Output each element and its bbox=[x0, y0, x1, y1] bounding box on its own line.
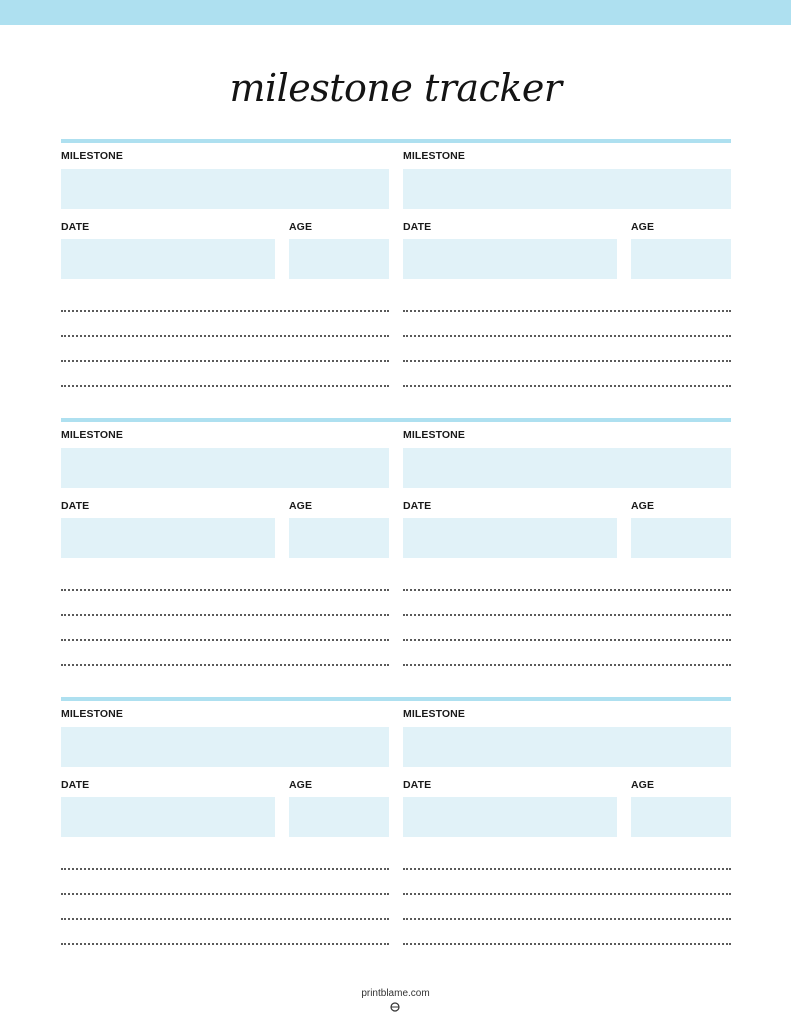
notes-line[interactable] bbox=[61, 893, 389, 895]
notes-line[interactable] bbox=[403, 664, 731, 666]
notes-line[interactable] bbox=[61, 918, 389, 920]
milestone-entry bbox=[61, 139, 389, 395]
notes-line[interactable] bbox=[403, 639, 731, 641]
milestone-entry bbox=[403, 697, 731, 953]
date-label: DATE bbox=[61, 221, 90, 233]
milestone-section bbox=[61, 697, 731, 953]
milestone-section bbox=[61, 139, 731, 395]
milestone-label: MILESTONE bbox=[403, 150, 465, 162]
notes-line[interactable] bbox=[61, 639, 389, 641]
notes-line[interactable] bbox=[61, 868, 389, 870]
milestone-label: MILESTONE bbox=[61, 429, 123, 441]
milestone-label: MILESTONE bbox=[61, 708, 123, 720]
age-label: AGE bbox=[631, 500, 655, 512]
notes-line[interactable] bbox=[61, 335, 389, 337]
notes-line[interactable] bbox=[403, 360, 731, 362]
date-field[interactable] bbox=[61, 239, 275, 279]
notes-line[interactable] bbox=[403, 614, 731, 616]
notes-line[interactable] bbox=[403, 893, 731, 895]
milestone-section bbox=[61, 418, 731, 674]
notes-line[interactable] bbox=[403, 918, 731, 920]
footer-site-text: printblame.com bbox=[361, 988, 430, 999]
date-field[interactable] bbox=[403, 797, 617, 837]
age-field[interactable] bbox=[631, 239, 731, 279]
age-label: AGE bbox=[631, 221, 655, 233]
milestone-field[interactable] bbox=[61, 727, 389, 767]
date-field[interactable] bbox=[403, 239, 617, 279]
age-field[interactable] bbox=[289, 518, 389, 558]
date-field[interactable] bbox=[61, 518, 275, 558]
milestone-field[interactable] bbox=[61, 448, 389, 488]
date-label: DATE bbox=[403, 779, 432, 791]
age-field[interactable] bbox=[289, 797, 389, 837]
milestone-field[interactable] bbox=[61, 169, 389, 209]
notes-line[interactable] bbox=[61, 310, 389, 312]
notes-line[interactable] bbox=[61, 664, 389, 666]
milestone-field[interactable] bbox=[403, 727, 731, 767]
notes-line[interactable] bbox=[403, 868, 731, 870]
notes-line[interactable] bbox=[61, 385, 389, 387]
page-title: milestone tracker bbox=[229, 66, 562, 110]
date-label: DATE bbox=[403, 221, 432, 233]
age-label: AGE bbox=[289, 779, 313, 791]
milestone-entry bbox=[403, 418, 731, 674]
age-label: AGE bbox=[631, 779, 655, 791]
top-color-bar bbox=[0, 0, 791, 25]
age-label: AGE bbox=[289, 221, 313, 233]
milestone-label: MILESTONE bbox=[61, 150, 123, 162]
date-field[interactable] bbox=[403, 518, 617, 558]
milestone-entry bbox=[61, 697, 389, 953]
notes-line[interactable] bbox=[61, 360, 389, 362]
notes-line[interactable] bbox=[61, 589, 389, 591]
notes-line[interactable] bbox=[403, 943, 731, 945]
notes-line[interactable] bbox=[403, 385, 731, 387]
age-field[interactable] bbox=[289, 239, 389, 279]
date-label: DATE bbox=[61, 500, 90, 512]
milestone-entry bbox=[403, 139, 731, 395]
printblame-logo-icon bbox=[390, 1002, 400, 1012]
milestone-label: MILESTONE bbox=[403, 708, 465, 720]
date-field[interactable] bbox=[61, 797, 275, 837]
notes-line[interactable] bbox=[403, 335, 731, 337]
milestone-field[interactable] bbox=[403, 448, 731, 488]
notes-line[interactable] bbox=[61, 943, 389, 945]
age-label: AGE bbox=[289, 500, 313, 512]
date-label: DATE bbox=[403, 500, 432, 512]
notes-line[interactable] bbox=[403, 310, 731, 312]
age-field[interactable] bbox=[631, 518, 731, 558]
date-label: DATE bbox=[61, 779, 90, 791]
milestone-label: MILESTONE bbox=[403, 429, 465, 441]
age-field[interactable] bbox=[631, 797, 731, 837]
milestone-field[interactable] bbox=[403, 169, 731, 209]
notes-line[interactable] bbox=[403, 589, 731, 591]
notes-line[interactable] bbox=[61, 614, 389, 616]
milestone-entry bbox=[61, 418, 389, 674]
